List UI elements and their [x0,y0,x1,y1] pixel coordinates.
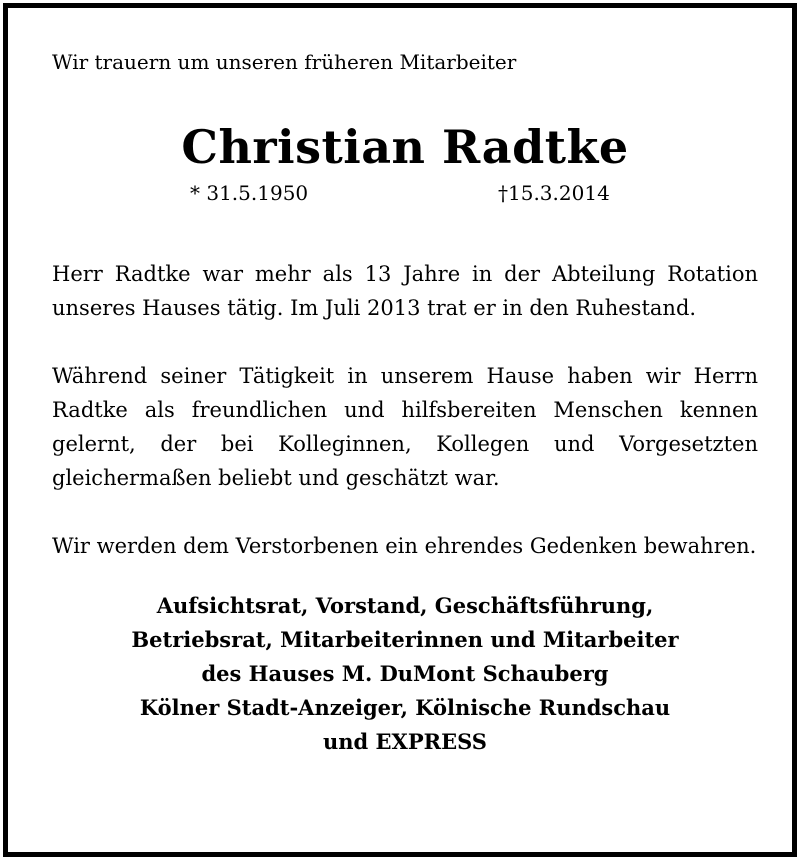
obituary-content [52,48,758,759]
deceased-name: Christian Radtke [181,120,629,174]
intro-line: Wir trauern um unseren früheren Mitarbeiter [52,50,517,74]
obituary-frame [3,3,797,857]
death-date: †15.3.2014 [498,181,610,205]
signature-line: Kölner Stadt-Anzeiger, Kölnische Rundschau [139,695,671,720]
signature-line: des Hauses M. DuMont Schauberg [201,661,609,686]
signature-block [52,589,758,759]
life-dates [52,177,758,209]
paragraph-character: Während seiner Tätigkeit in unserem Hause haben wir Herrn Radtke als freundlichen und hilfsbereiten Menschen kennen gelernt, der bei Kolleginnen, Kollegen und Vorgesetzten gleichermaßen beliebt und geschätzt war. [52,364,758,490]
signature-line: Betriebsrat, Mitarbeiterinnen und Mitarbeiter [131,627,679,652]
paragraph-career: Herr Radtke war mehr als 13 Jahre in der Abteilung Rotation unseres Hauses tätig. Im Juli 2013 trat er in den Ruhestand. [52,262,758,320]
paragraph-remembrance: Wir werden dem Verstorbenen ein ehrendes Gedenken bewahren. [52,534,757,558]
birth-date: * 31.5.1950 [190,181,309,205]
signature-line: und EXPRESS [323,729,487,754]
signature-line: Aufsichtsrat, Vorstand, Geschäftsführung, [156,593,654,618]
